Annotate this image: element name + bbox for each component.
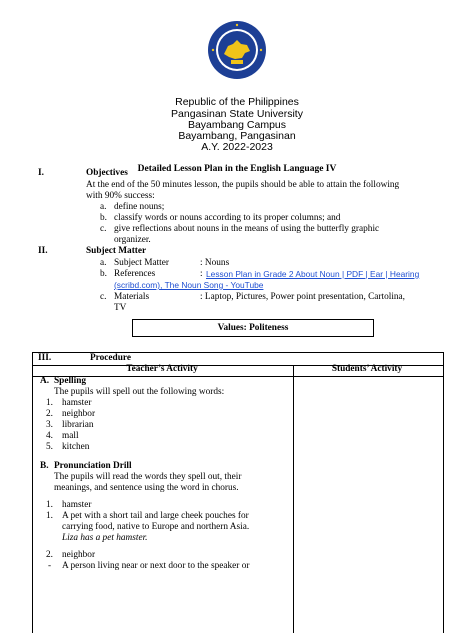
drill-definition-line1: A person living near or next door to the speaker or bbox=[62, 561, 250, 571]
drill-word-number: 2. bbox=[46, 550, 53, 560]
materials-value: : Laptop, Pictures, Power point presentation, Cartolina, bbox=[200, 292, 406, 302]
objectives-intro-line1: At the end of the 50 minutes lesson, the pupils should be able to attain the following bbox=[86, 180, 400, 190]
objective-item-continuation: organizer. bbox=[114, 235, 151, 245]
drill-example-sentence: Liza has a pet hamster. bbox=[62, 533, 148, 543]
spelling-number: 5. bbox=[46, 442, 53, 452]
spelling-word: hamster bbox=[62, 398, 92, 408]
subject-value: : Nouns bbox=[200, 258, 230, 268]
drill-definition-number: 1. bbox=[46, 511, 53, 521]
section-heading-subject-matter: Subject Matter bbox=[86, 246, 147, 256]
spelling-word: mall bbox=[62, 431, 79, 441]
objective-letter: a. bbox=[100, 202, 107, 212]
values-box: Values: Politeness bbox=[132, 319, 374, 337]
spelling-word: neighbor bbox=[62, 409, 96, 419]
objective-item: give reflections about nouns in the means of using the butterfly graphic bbox=[114, 224, 380, 234]
drill-word: neighbor bbox=[62, 550, 96, 560]
section-heading-procedure: Procedure bbox=[90, 353, 131, 363]
pronunciation-intro-line2: meanings, and sentence using the word in chorus. bbox=[54, 483, 239, 493]
references-colon: : bbox=[200, 269, 203, 279]
materials-label: Materials bbox=[114, 292, 150, 302]
header-republic: Republic of the Philippines bbox=[175, 96, 299, 108]
drill-definition-line1: A pet with a short tail and large cheek pouches for bbox=[62, 511, 249, 521]
drill-word: hamster bbox=[62, 500, 92, 510]
section-number-procedure: III. bbox=[38, 353, 52, 363]
spelling-word: kitchen bbox=[62, 442, 90, 452]
drill-word-number: 1. bbox=[46, 500, 53, 510]
section-number-subject-matter: II. bbox=[38, 246, 48, 256]
university-seal-logo bbox=[207, 20, 267, 80]
objective-item: define nouns; bbox=[114, 202, 165, 212]
objectives-intro-line2: with 90% success: bbox=[86, 191, 155, 201]
table-divider bbox=[33, 376, 443, 377]
materials-letter: c. bbox=[100, 292, 107, 302]
spelling-intro: The pupils will spell out the following words: bbox=[54, 387, 225, 397]
references-label: References bbox=[114, 269, 156, 279]
document-title: Detailed Lesson Plan in the English Language IV bbox=[137, 164, 337, 174]
spelling-word: librarian bbox=[62, 420, 94, 430]
objective-item: classify words or nouns according to its proper columns; and bbox=[114, 213, 341, 223]
objective-letter: b. bbox=[100, 213, 107, 223]
subsection-heading-pronunciation: Pronunciation Drill bbox=[54, 461, 132, 471]
materials-value-continuation: TV bbox=[114, 303, 127, 313]
subsection-letter-spelling: A. bbox=[40, 376, 50, 386]
reference-link-youtube[interactable]: (scribd.com), The Noun Song - YouTube bbox=[114, 280, 264, 290]
pronunciation-intro-line1: The pupils will read the words they spell out, their bbox=[54, 472, 242, 482]
column-header-teacher: Teacher’s Activity bbox=[126, 364, 198, 374]
spelling-number: 3. bbox=[46, 420, 53, 430]
subsection-letter-pronunciation: B. bbox=[40, 461, 49, 471]
objective-letter: c. bbox=[100, 224, 107, 234]
references-letter: b. bbox=[100, 269, 107, 279]
column-header-students: Students’ Activity bbox=[331, 364, 403, 374]
table-column-divider bbox=[293, 365, 294, 633]
spelling-number: 2. bbox=[46, 409, 53, 419]
subsection-heading-spelling: Spelling bbox=[54, 376, 87, 386]
reference-link-scribd[interactable]: Lesson Plan in Grade 2 About Noun | PDF | Ear | Hearing bbox=[206, 269, 420, 279]
header-academic-year: A.Y. 2022-2023 bbox=[201, 141, 273, 153]
drill-definition-bullet: - bbox=[48, 561, 52, 571]
spelling-number: 1. bbox=[46, 398, 53, 408]
header-university: Pangasinan State University bbox=[171, 108, 303, 120]
drill-definition-line2: carrying food, native to Europe and northern Asia. bbox=[62, 522, 250, 532]
spelling-number: 4. bbox=[46, 431, 53, 441]
section-heading-objectives: Objectives bbox=[86, 168, 128, 178]
section-number-objectives: I. bbox=[38, 168, 44, 178]
subject-label: Subject Matter bbox=[114, 258, 169, 268]
header-location: Bayambang, Pangasinan bbox=[178, 130, 296, 142]
subject-letter: a. bbox=[100, 258, 107, 268]
header-campus: Bayambang Campus bbox=[187, 119, 287, 131]
